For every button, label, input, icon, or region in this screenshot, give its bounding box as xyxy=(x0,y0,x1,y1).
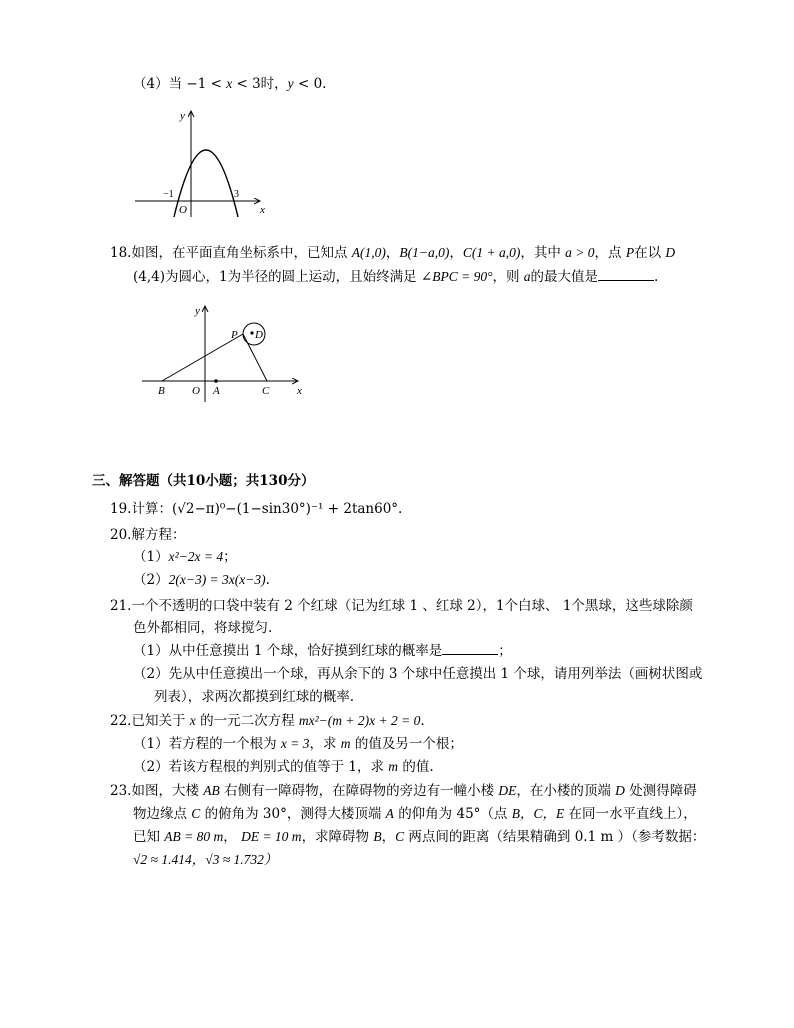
text: 已知 xyxy=(133,829,160,845)
math-var: D xyxy=(665,245,676,260)
text: ， xyxy=(381,829,396,845)
label-D: D xyxy=(255,329,263,341)
q19 xyxy=(110,500,402,518)
text: 若方程的一个根为 xyxy=(168,736,277,752)
text: ； xyxy=(223,549,237,565)
text: 右侧有一障碍物，在障碍物的旁边有一幢小楼 xyxy=(224,783,495,799)
text: 在同一水平直线上）， xyxy=(568,806,697,822)
math: A(1,0) xyxy=(351,245,386,260)
q18-line1: 18.如图，在平面直角坐标系中，已知点 A(1,0)，B(1−a,0)，C(1 + a,0)，其中 a > 0，点 P在以 D xyxy=(110,245,676,261)
text: ，求 xyxy=(309,736,337,752)
q22-part2 xyxy=(133,758,434,776)
q21-part2-line2: 列表），求两次都摸到红球的概率. xyxy=(154,689,355,705)
text: 在以 xyxy=(634,245,662,261)
text: 如图，在平面直角坐标系中，已知点 xyxy=(131,245,348,261)
math: x = 3 xyxy=(280,736,310,751)
math: DE xyxy=(498,783,517,798)
math: a > 0 xyxy=(565,245,595,260)
math: (√2−π)⁰−(1−sin30°)⁻¹ + 2tan60° xyxy=(171,501,399,517)
label-P: P xyxy=(231,329,238,341)
math: < 3 xyxy=(232,76,261,92)
q23-line2 xyxy=(133,805,697,823)
math-var: P xyxy=(625,245,635,260)
math-var: D xyxy=(615,783,625,798)
question-number: 22. xyxy=(110,713,132,729)
origin-label: O xyxy=(192,385,200,397)
segment-BP xyxy=(162,334,243,381)
question-number: 20. xyxy=(110,527,132,543)
text: . xyxy=(420,713,425,729)
part-label: （4） xyxy=(133,76,169,92)
parabola-graph xyxy=(130,105,280,220)
coordinate-figure xyxy=(140,300,315,405)
q21-line1 xyxy=(110,597,693,615)
text: ，则 xyxy=(492,269,520,285)
math: −1 < xyxy=(186,76,227,92)
math: ∠BPC = 90° xyxy=(420,269,493,284)
text: 的仰角为 45°（点 xyxy=(398,806,508,822)
text: 两点间的距离（结果精确到 0.1 m ）（参考数据： xyxy=(408,829,706,845)
text: . xyxy=(322,76,327,92)
q21-part2-line1 xyxy=(133,665,702,683)
answer-blank[interactable] xyxy=(598,268,654,281)
math-var: B xyxy=(373,829,382,844)
origin-label: O xyxy=(179,204,187,216)
math: mx²−(m + 2)x + 2 = 0 xyxy=(298,713,421,728)
text: ； xyxy=(498,643,512,659)
part-label: （1） xyxy=(133,736,169,752)
part-label: （2） xyxy=(133,666,169,682)
part-label: （1） xyxy=(133,643,169,659)
section-title: 三、解答题（共10小题；共130分） xyxy=(92,473,315,489)
math: √2 ≈ 1.414，√3 ≈ 1.732） xyxy=(133,852,278,867)
x-axis-label: x xyxy=(297,385,302,397)
text: ， xyxy=(223,829,237,845)
math: B(1−a,0) xyxy=(399,245,450,260)
text: 时， xyxy=(260,76,288,92)
math: AB xyxy=(203,783,220,798)
q17-part4 xyxy=(133,75,326,93)
math-var: y xyxy=(287,76,294,91)
text: 的一元二次方程 xyxy=(200,713,295,729)
math: C(1 + a,0) xyxy=(462,245,521,260)
math-var: x xyxy=(189,713,196,728)
tick-label-neg1: −1 xyxy=(163,189,174,200)
point-A xyxy=(214,379,218,383)
text: 已知关于 xyxy=(131,713,186,729)
text: 计算： xyxy=(131,501,172,517)
text: 一个不透明的口袋中装有 2 个红球（记为红球 1 、红球 2），1个白球、 1个黑球，这些球除颜 xyxy=(131,598,693,614)
text: ，求障碍物 xyxy=(301,829,370,845)
y-axis-label: y xyxy=(195,305,200,317)
text: ，在小楼的顶端 xyxy=(516,783,611,799)
text: 若该方程根的判别式的值等于 1，求 xyxy=(168,759,384,775)
text: 如图，大楼 xyxy=(131,783,199,799)
text: 解方程： xyxy=(131,527,186,543)
q23-line3 xyxy=(133,828,705,846)
text: 先从中任意摸出一个球，再从余下的 3 个球中任意摸出 1 个球，请用列举法（画树状图或 xyxy=(168,666,703,682)
question-number: 23. xyxy=(110,783,132,799)
tick-label-3: 3 xyxy=(234,189,239,200)
label-A: A xyxy=(213,385,220,397)
text: 物边缘点 xyxy=(133,806,187,822)
math-var: C xyxy=(191,806,201,821)
math: < 0 xyxy=(293,76,323,92)
math: x²−2x = 4 xyxy=(168,549,224,564)
question-number: 19. xyxy=(110,501,132,517)
q22 xyxy=(110,712,425,730)
q21-line2: 色外都相同，将球搅匀. xyxy=(133,620,273,636)
q20-part1 xyxy=(133,548,237,566)
text: 为圆心，1为半径的圆上运动，且始终满足 xyxy=(165,269,417,285)
q21-part1 xyxy=(133,642,512,660)
math-var: m xyxy=(388,759,399,774)
text: . xyxy=(265,572,270,588)
text: . xyxy=(654,269,659,285)
math: AB = 80 m xyxy=(164,829,224,844)
math: B，C，E xyxy=(511,806,565,821)
y-axis-label: y xyxy=(180,110,185,122)
text: 的值. xyxy=(402,759,434,775)
center-D xyxy=(250,331,253,334)
q23-line1 xyxy=(110,782,697,800)
text: 的俯角为 30°，测得大楼顶端 xyxy=(204,806,382,822)
math-var: m xyxy=(340,736,351,751)
part-label: （2） xyxy=(133,759,169,775)
math-var: a xyxy=(523,269,531,284)
q20 xyxy=(110,526,185,544)
text: 的最大值是 xyxy=(530,269,599,285)
part-label: （2） xyxy=(133,572,169,588)
text: ，点 xyxy=(594,245,622,261)
text: 当 xyxy=(168,76,183,92)
math-var: x xyxy=(226,76,233,91)
text: 的值及另一个根； xyxy=(354,736,463,752)
math-var: C xyxy=(395,829,405,844)
segment-PC xyxy=(243,334,267,381)
text: 从中任意摸出 1 个球，恰好摸到红球的概率是 xyxy=(168,643,443,659)
q20-part2 xyxy=(133,571,270,589)
math: DE = 10 m xyxy=(241,829,302,844)
label-C: C xyxy=(262,385,270,397)
math-var: A xyxy=(385,806,394,821)
question-number: 21. xyxy=(110,598,132,614)
label-B: B xyxy=(158,385,165,397)
text: 处测得障碍 xyxy=(629,783,697,799)
q18-line2 xyxy=(133,268,658,286)
math: (4,4) xyxy=(133,269,166,285)
text: ，其中 xyxy=(520,245,561,261)
question-number: 18. xyxy=(110,245,132,261)
text: . xyxy=(398,501,403,517)
q22-part1 xyxy=(133,735,463,753)
q23-line4 xyxy=(133,851,277,869)
x-axis-label: x xyxy=(260,204,265,216)
part-label: （1） xyxy=(133,549,169,565)
answer-blank[interactable] xyxy=(442,642,498,655)
math: 2(x−3) = 3x(x−3) xyxy=(168,572,266,587)
